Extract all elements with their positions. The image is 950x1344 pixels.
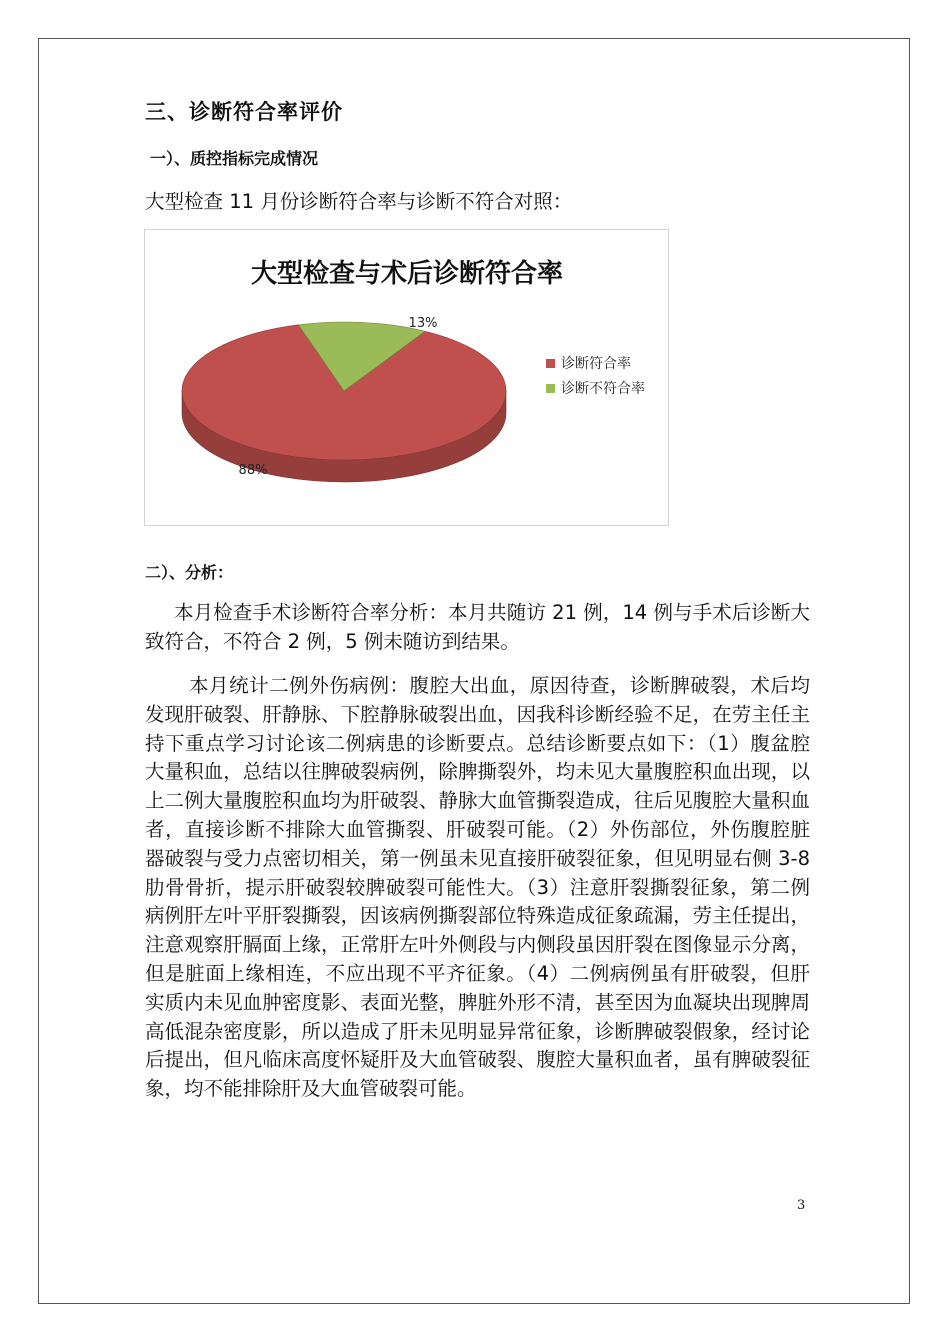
pie-chart <box>144 229 669 526</box>
data-label-诊断不符合率: 13% <box>408 316 438 331</box>
pie-chart-canvas <box>145 230 670 527</box>
legend-entry-诊断不符合率: 诊断不符合率 <box>561 381 645 397</box>
intro-text: 大型检查 11 月份诊断符合率与诊断不符合对照： <box>145 190 573 213</box>
paragraph-trauma-cases: 本月统计二例外伤病例：腹腔大出血，原因待查，诊断脾破裂，术后均发现肝破裂、肝静脉、下腔静脉破裂出血，因我科诊断经验不足，在劳主任主持下重点学习讨论该二例病患的诊断要点。总结诊断要点如下：（1）腹盆腔大量积血，总结以往脾破裂病例，除脾撕裂外，均未见大量腹腔积血出现，以上二例大量腹腔积血均为肝破裂、静脉大血管撕裂造成，往后见腹腔大量积血者，直接诊断不排除大血管撕裂、肝破裂可能。（2）外伤部位，外伤腹腔脏器破裂与受力点密切相关，第一例虽未见直接肝破裂征象，但见明显右侧 3-8 肋骨骨折，提示肝破裂较脾破裂可能性大。（3）注意肝裂撕裂征象，第二例病例肝左叶平肝裂撕裂，因该病例撕裂部位特殊造成征象疏漏，劳主任提出，注意观察肝膈面上缘，正常肝左叶外侧段与内侧段虽因肝裂在图像显示分离，但是脏面上缘相连，不应出现不平齐征象。（4）二例病例虽有肝破裂，但肝实质内未见血肿密度影、表面光整，脾脏外形不清，甚至因为血凝块出现脾周高低混杂密度影，所以造成了肝未见明显异常征象，诊断脾破裂假象，经讨论后提出，但凡临床高度怀疑肝及大血管破裂、腹腔大量积血者，虽有脾破裂征象，均不能排除肝及大血管破裂可能。 <box>145 674 810 1101</box>
subheading-analysis: 二）、分析： <box>145 563 234 582</box>
page-number: 3 <box>797 1198 806 1213</box>
legend-swatch-诊断符合率 <box>546 359 555 368</box>
legend-swatch-诊断不符合率 <box>546 384 555 393</box>
legend-entry-诊断符合率: 诊断符合率 <box>561 356 631 372</box>
page-border <box>38 38 910 1304</box>
section-heading: 三、诊断符合率评价 <box>145 100 343 124</box>
paragraph-surgery-analysis: 本月检查手术诊断符合率分析：本月共随访 21 例，14 例与手术后诊断大致符合，不符合 2 例，5 例未随访到结果。 <box>145 601 810 653</box>
chart-title: 大型检查与术后诊断符合率 <box>250 259 564 289</box>
subheading-quality-indicators: 一）、质控指标完成情况 <box>150 149 319 168</box>
data-label-诊断符合率: 88% <box>238 463 268 478</box>
